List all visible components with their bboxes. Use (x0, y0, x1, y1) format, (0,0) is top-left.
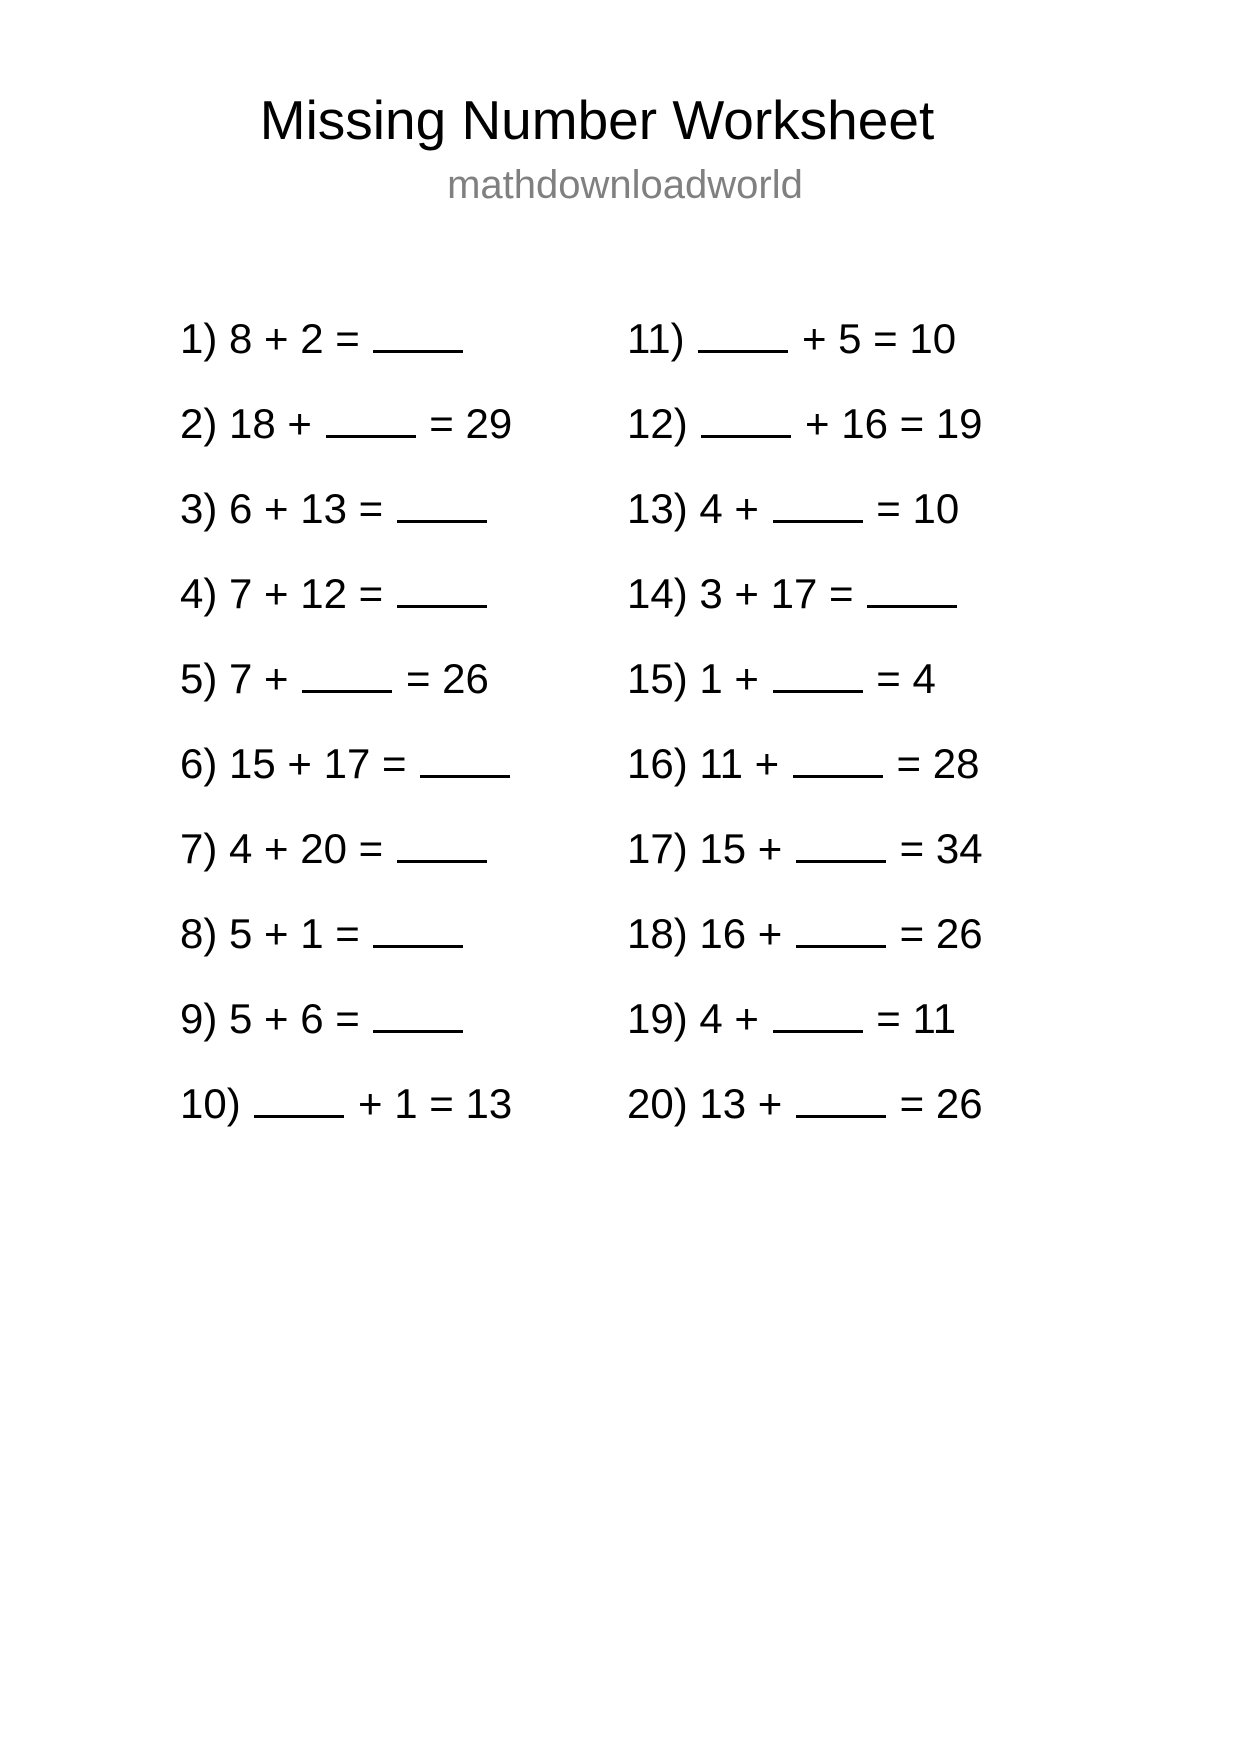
answer-blank[interactable] (796, 1077, 886, 1118)
problem-label: 3) (180, 485, 218, 532)
page-title: Missing Number Worksheet (259, 89, 935, 151)
problem-label: 18) (627, 910, 688, 957)
problem-16 (627, 737, 983, 822)
problem-result: = 11 (876, 995, 957, 1042)
answer-blank[interactable] (796, 822, 886, 863)
problem-15 (627, 652, 983, 737)
problem-11 (627, 312, 983, 397)
problem-label: 5) (180, 655, 218, 702)
problems-column-left (180, 312, 512, 1162)
problem-expression: 5 + 1 = (229, 910, 360, 957)
problem-18 (627, 907, 983, 992)
problem-expression: 4 + (699, 995, 759, 1042)
problem-7 (180, 822, 512, 907)
problem-8 (180, 907, 512, 992)
problem-label: 6) (180, 740, 218, 787)
problem-label: 14) (627, 570, 688, 617)
problem-5 (180, 652, 512, 737)
problem-result: = 10 (876, 485, 960, 532)
answer-blank[interactable] (698, 312, 788, 353)
problem-expression: 4 + (699, 485, 759, 532)
problem-10 (180, 1077, 512, 1162)
answer-blank[interactable] (867, 567, 957, 608)
answer-blank[interactable] (773, 652, 863, 693)
answer-blank[interactable] (373, 992, 463, 1033)
problem-expression: 11 + (699, 740, 780, 787)
problem-expression: 6 + 13 = (229, 485, 384, 532)
problem-result: + 1 = 13 (358, 1080, 513, 1127)
answer-blank[interactable] (302, 652, 392, 693)
problem-label: 11) (627, 315, 685, 362)
problem-expression: 7 + (229, 655, 289, 702)
answer-blank[interactable] (397, 482, 487, 523)
problem-label: 2) (180, 400, 218, 447)
problem-expression: 8 + 2 = (229, 315, 360, 362)
answer-blank[interactable] (796, 907, 886, 948)
problem-label: 1) (180, 315, 218, 362)
problem-result: = 28 (896, 740, 980, 787)
problem-label: 9) (180, 995, 218, 1042)
problem-label: 8) (180, 910, 218, 957)
answer-blank[interactable] (701, 397, 791, 438)
problem-expression: 4 + 20 = (229, 825, 384, 872)
answer-blank[interactable] (420, 737, 510, 778)
problem-label: 15) (627, 655, 688, 702)
problem-expression: 18 + (229, 400, 312, 447)
problem-4 (180, 567, 512, 652)
problem-12 (627, 397, 983, 482)
problem-result: = 26 (899, 910, 983, 957)
problem-result: = 4 (876, 655, 936, 702)
problem-expression: 1 + (699, 655, 759, 702)
problem-result: + 5 = 10 (801, 315, 957, 362)
problem-label: 12) (627, 400, 688, 447)
problem-label: 19) (627, 995, 688, 1042)
problem-13 (627, 482, 983, 567)
problem-label: 4) (180, 570, 218, 617)
problem-result: = 26 (405, 655, 489, 702)
answer-blank[interactable] (397, 567, 487, 608)
problem-expression: 3 + 17 = (699, 570, 854, 617)
answer-blank[interactable] (326, 397, 416, 438)
problem-expression: 15 + 17 = (229, 740, 407, 787)
problem-6 (180, 737, 512, 822)
problem-label: 16) (627, 740, 688, 787)
answer-blank[interactable] (373, 312, 463, 353)
problem-label: 7) (180, 825, 218, 872)
answer-blank[interactable] (397, 822, 487, 863)
page-subtitle: mathdownloadworld (447, 163, 803, 207)
problem-9 (180, 992, 512, 1077)
answer-blank[interactable] (773, 992, 863, 1033)
problem-label: 13) (627, 485, 688, 532)
problems-column-right (627, 312, 983, 1162)
problem-label: 17) (627, 825, 688, 872)
answer-blank[interactable] (793, 737, 883, 778)
problem-expression: 16 + (699, 910, 783, 957)
problem-label: 20) (627, 1080, 688, 1127)
problem-result: + 16 = 19 (805, 400, 983, 447)
answer-blank[interactable] (373, 907, 463, 948)
problem-expression: 15 + (699, 825, 783, 872)
problem-1 (180, 312, 512, 397)
problem-expression: 7 + 12 = (229, 570, 384, 617)
problem-20 (627, 1077, 983, 1162)
answer-blank[interactable] (254, 1077, 344, 1118)
problem-result: = 26 (899, 1080, 983, 1127)
problem-result: = 29 (429, 400, 513, 447)
problem-expression: 13 + (699, 1080, 783, 1127)
problem-17 (627, 822, 983, 907)
problem-3 (180, 482, 512, 567)
answer-blank[interactable] (773, 482, 863, 523)
problem-14 (627, 567, 983, 652)
problem-expression: 5 + 6 = (229, 995, 360, 1042)
problem-2 (180, 397, 512, 482)
problem-19 (627, 992, 983, 1077)
problem-label: 10) (180, 1080, 241, 1127)
problem-result: = 34 (899, 825, 983, 872)
